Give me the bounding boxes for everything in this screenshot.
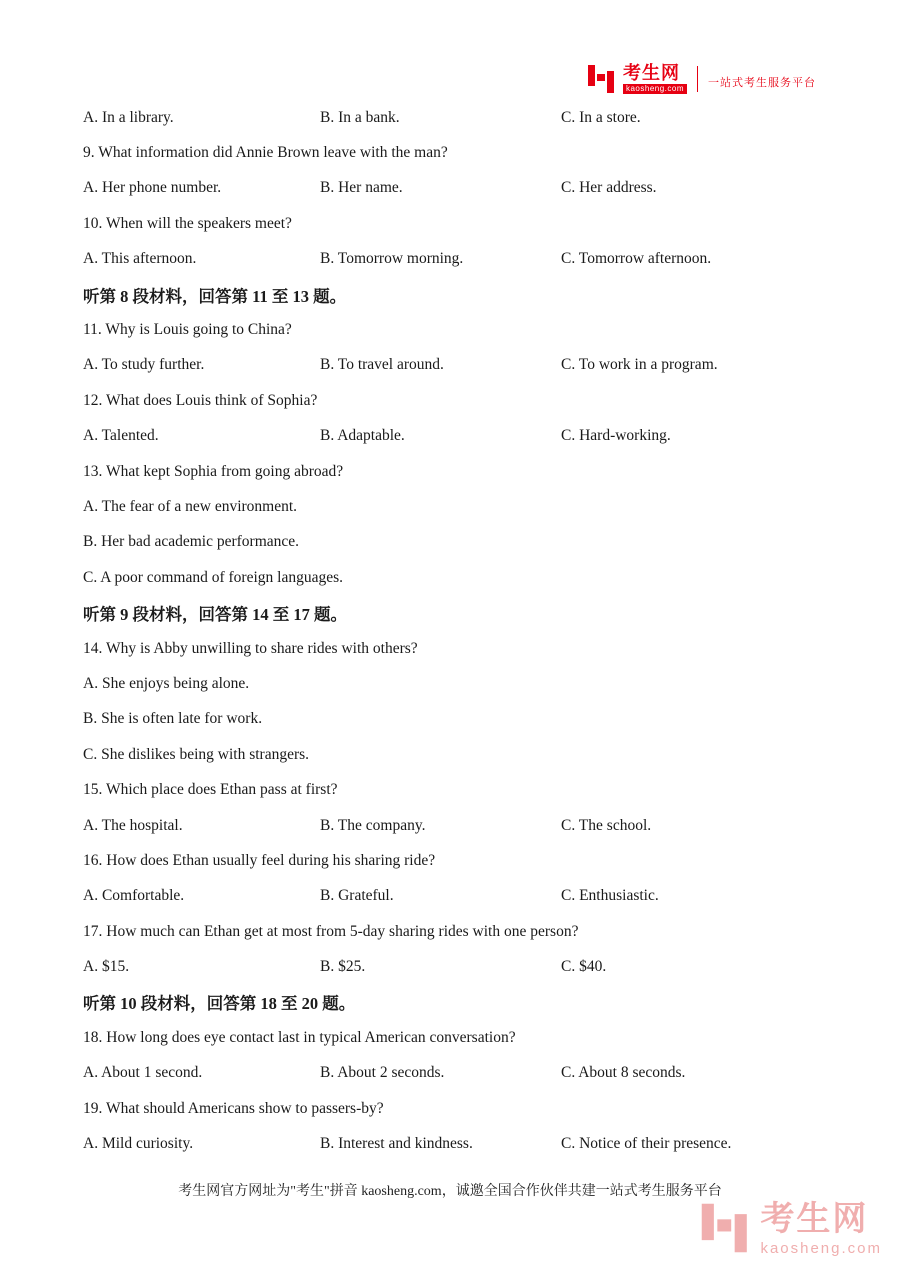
option: A. In a library. [83, 108, 174, 126]
option-line: C. She dislikes being with strangers. [83, 745, 310, 763]
question-line: 18. How long does eye contact last in typical American conversation? [83, 1028, 516, 1046]
kaosheng-watermark [700, 1202, 882, 1259]
option: B. To travel around. [320, 356, 444, 374]
options-row [83, 419, 823, 454]
option: A. This afternoon. [83, 250, 197, 268]
watermark-domain: kaosheng.com [760, 1240, 882, 1257]
options-row [83, 171, 823, 206]
question-line: 16. How does Ethan usually feel during his sharing ride? [83, 851, 436, 869]
footer-text: 考生网官方网址为"考生"拼音 kaosheng.com，诚邀全国合作伙伴共建一站式考生服务平台 [178, 1184, 722, 1199]
question-line: 13. What kept Sophia from going abroad? [83, 462, 344, 480]
option: A. Her phone number. [83, 179, 222, 197]
question-line: 17. How much can Ethan get at most from 5-day sharing rides with one person? [83, 922, 579, 940]
options-row [83, 949, 823, 984]
option: B. The company. [320, 816, 426, 834]
option: B. Tomorrow morning. [320, 250, 464, 268]
logo-tagline: 一站式考生服务平台 [708, 77, 816, 89]
options-row [83, 1126, 823, 1161]
watermark-name: 考生网 [760, 1200, 869, 1238]
option: C. In a store. [561, 108, 641, 126]
option: A. About 1 second. [83, 1064, 203, 1082]
options-row [83, 348, 823, 383]
section-heading: 听第 9 段材料，回答第 14 至 17 题。 [83, 605, 347, 625]
option: C. $40. [561, 958, 607, 976]
option: A. Mild curiosity. [83, 1135, 194, 1153]
option: A. Talented. [83, 427, 159, 445]
option: C. The school. [561, 816, 652, 834]
option: B. In a bank. [320, 108, 400, 126]
option: B. About 2 seconds. [320, 1064, 445, 1082]
option: C. Enthusiastic. [561, 887, 659, 905]
question-line: 12. What does Louis think of Sophia? [83, 391, 318, 409]
logo-divider [697, 66, 698, 92]
option: B. Her name. [320, 179, 403, 197]
option-line: A. The fear of a new environment. [83, 497, 298, 515]
kaosheng-logo [587, 64, 816, 94]
option-line: C. A poor command of foreign languages. [83, 568, 344, 586]
question-line: 19. What should Americans show to passers-by? [83, 1099, 384, 1117]
question-line: 10. When will the speakers meet? [83, 214, 292, 232]
section-heading: 听第 8 段材料，回答第 11 至 13 题。 [83, 286, 347, 306]
exam-content [83, 100, 823, 1162]
watermark-text-block [760, 1202, 882, 1256]
question-line: 15. Which place does Ethan pass at first? [83, 781, 338, 799]
option: A. $15. [83, 958, 130, 976]
kaosheng-watermark-icon [700, 1202, 752, 1259]
option-line: B. Her bad academic performance. [83, 533, 300, 551]
kaosheng-logo-icon [587, 64, 617, 94]
options-row [83, 1056, 823, 1091]
option: C. Her address. [561, 179, 657, 197]
option: B. Interest and kindness. [320, 1135, 473, 1153]
options-row [83, 100, 823, 135]
option-line: A. She enjoys being alone. [83, 674, 250, 692]
option: C. About 8 seconds. [561, 1064, 686, 1082]
question-line: 11. Why is Louis going to China? [83, 321, 292, 339]
options-row [83, 242, 823, 277]
option: A. To study further. [83, 356, 205, 374]
question-line: 9. What information did Annie Brown leave with the man? [83, 144, 448, 162]
option: C. Notice of their presence. [561, 1135, 732, 1153]
option: C. Tomorrow afternoon. [561, 250, 712, 268]
options-row [83, 879, 823, 914]
logo-name: 考生网 [622, 63, 680, 83]
option: B. Adaptable. [320, 427, 405, 445]
option: C. Hard-working. [561, 427, 671, 445]
option: C. To work in a program. [561, 356, 718, 374]
question-line: 14. Why is Abby unwilling to share rides with others? [83, 639, 418, 657]
option: B. $25. [320, 958, 366, 976]
option-line: B. She is often late for work. [83, 710, 263, 728]
logo-text-block [623, 64, 687, 94]
option: A. Comfortable. [83, 887, 185, 905]
options-row [83, 808, 823, 843]
option: B. Grateful. [320, 887, 394, 905]
option: A. The hospital. [83, 816, 183, 834]
logo-domain: kaosheng.com [623, 84, 687, 94]
section-heading: 听第 10 段材料，回答第 18 至 20 题。 [83, 994, 356, 1014]
